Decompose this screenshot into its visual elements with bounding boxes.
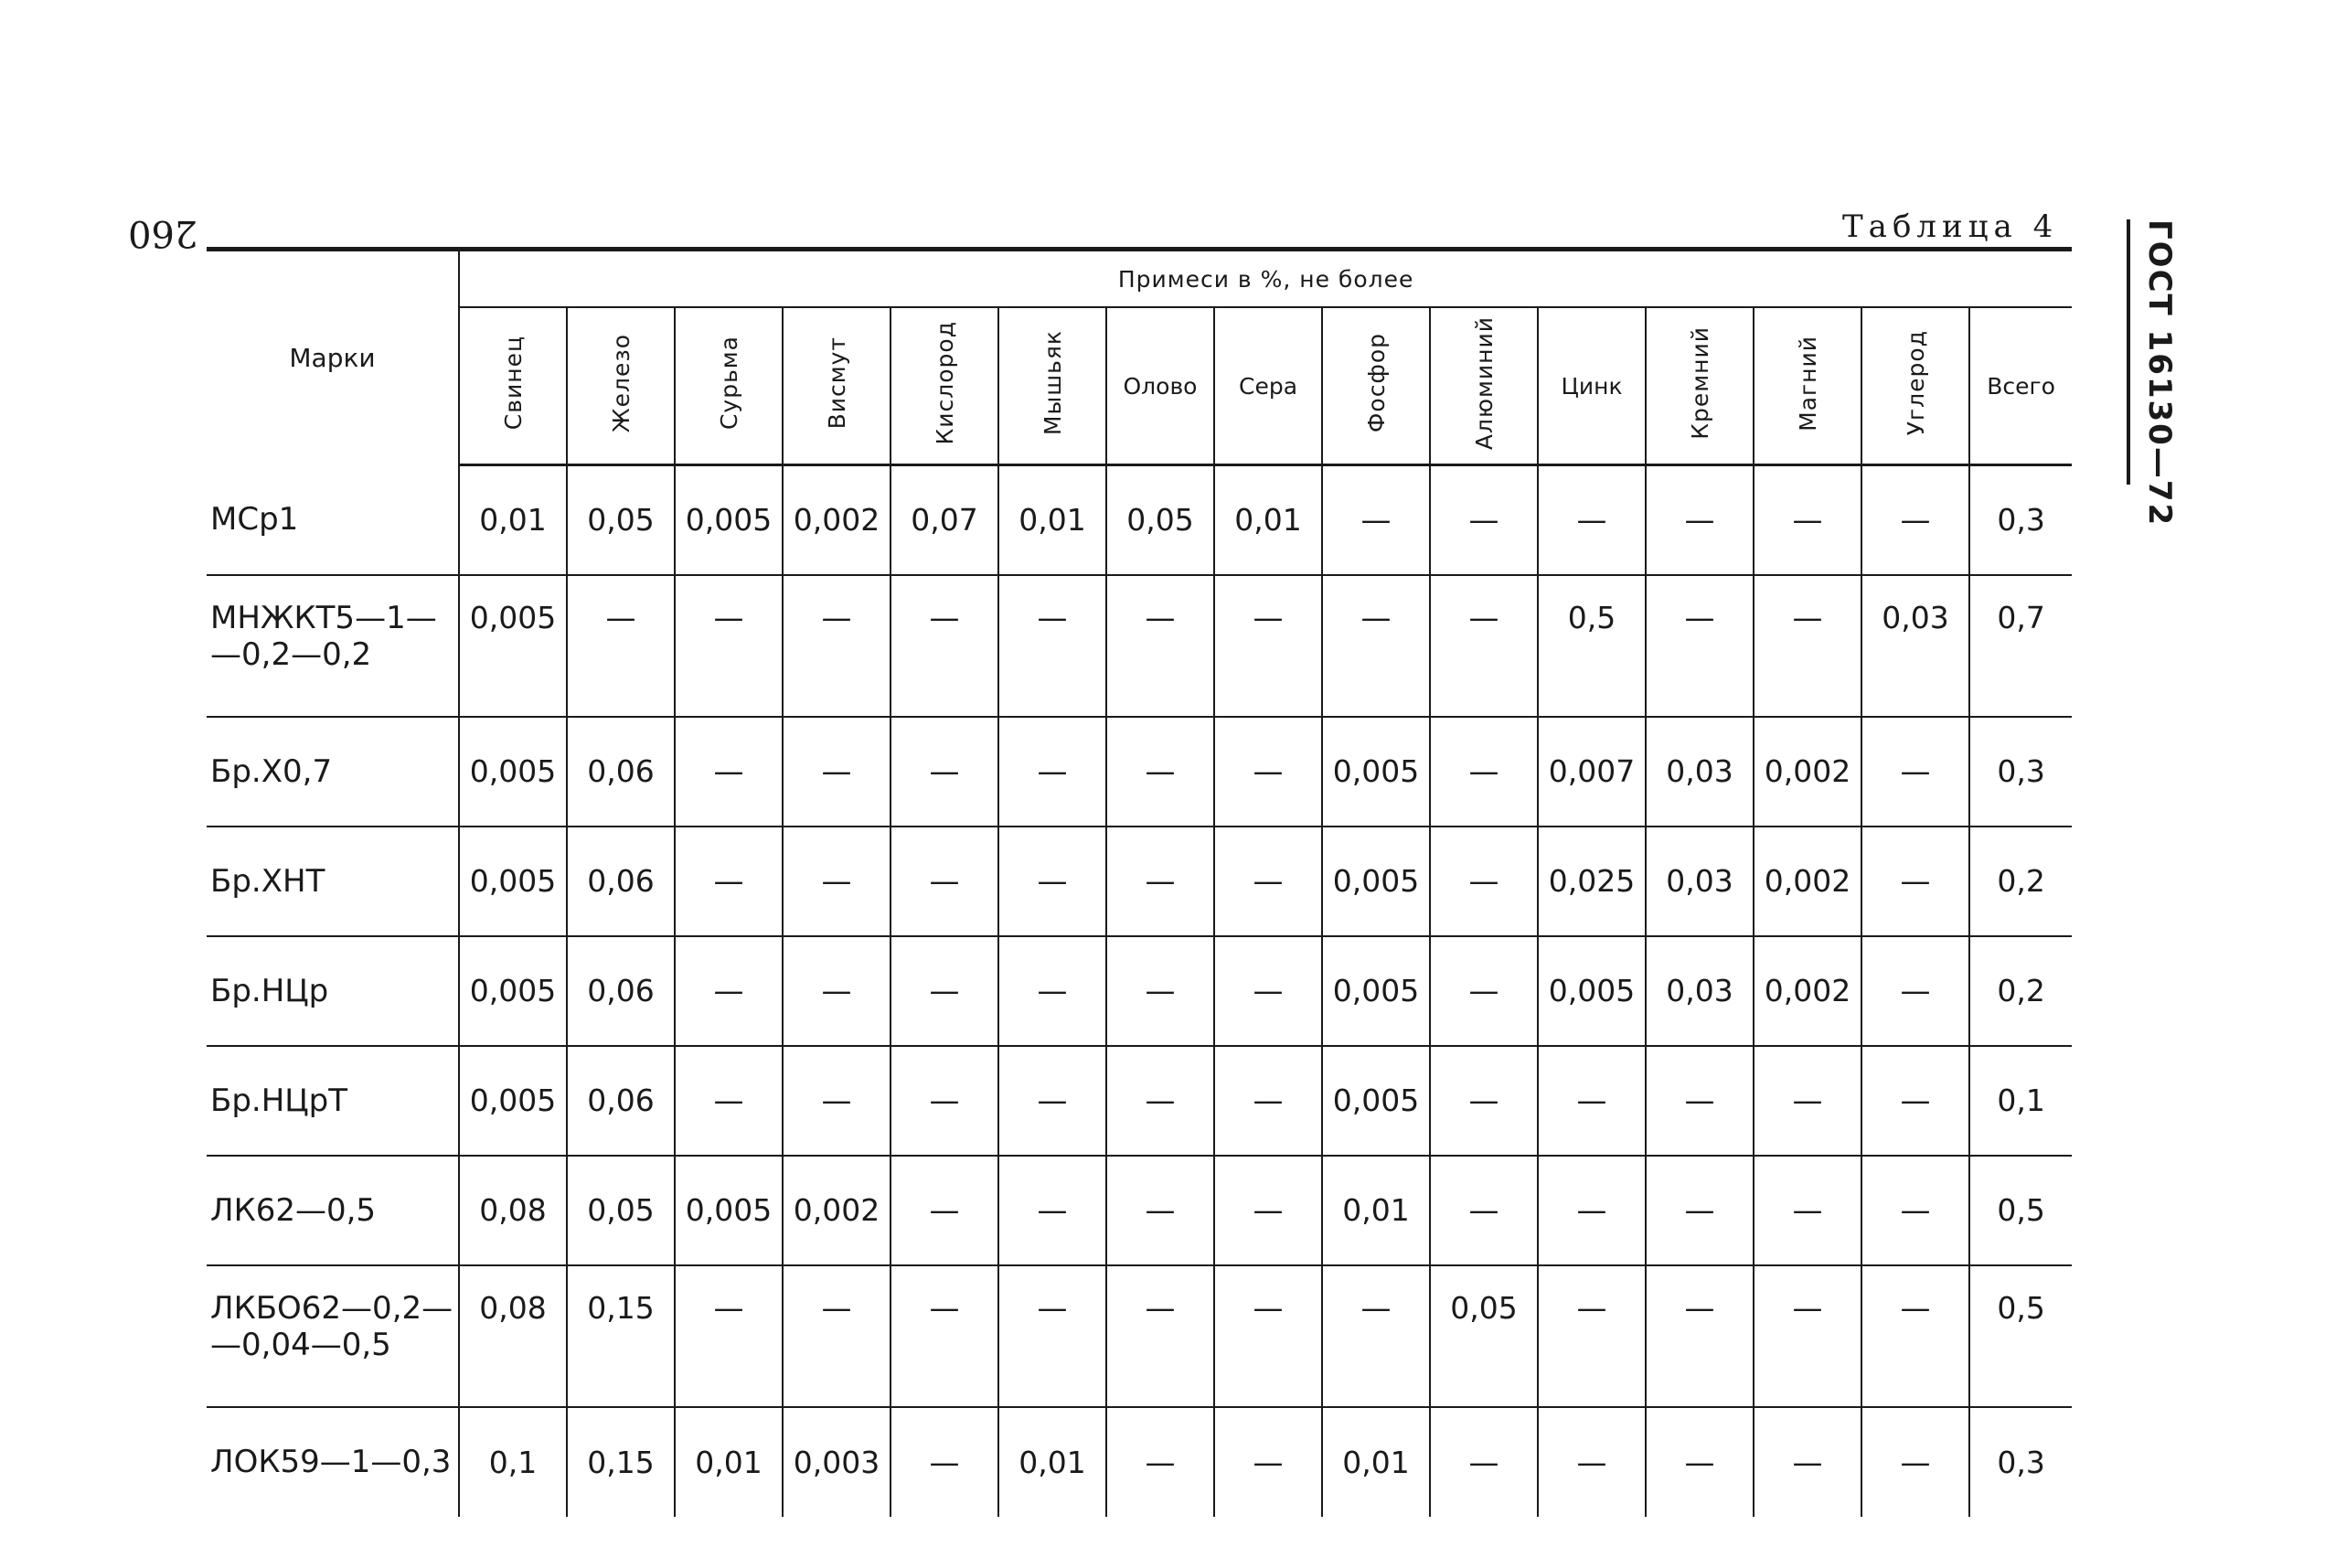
value-cell: 0,002 bbox=[1754, 717, 1861, 827]
value-cell: — bbox=[1106, 717, 1214, 827]
value-cell: — bbox=[1106, 1046, 1214, 1156]
column-header bbox=[1538, 307, 1646, 465]
value-cell: 0,5 bbox=[1969, 1265, 2072, 1407]
value-cell: — bbox=[1646, 465, 1754, 575]
value-cell: — bbox=[1754, 1046, 1861, 1156]
value-cell: — bbox=[1430, 827, 1538, 936]
mark-cell: Бр.ХНТ bbox=[207, 827, 459, 936]
column-header-label: Кремний bbox=[1686, 326, 1713, 440]
column-header-label: Висмут bbox=[823, 336, 850, 430]
value-cell: — bbox=[1322, 575, 1430, 717]
column-header-row bbox=[207, 307, 2072, 465]
value-cell: 0,005 bbox=[459, 827, 567, 936]
value-cell: 0,01 bbox=[459, 465, 567, 575]
value-cell: 0,005 bbox=[459, 575, 567, 717]
value-cell: — bbox=[1430, 936, 1538, 1046]
value-cell: — bbox=[1214, 936, 1322, 1046]
value-cell: 0,05 bbox=[1106, 465, 1214, 575]
value-cell: 0,06 bbox=[567, 717, 675, 827]
value-cell: 0,005 bbox=[1538, 936, 1646, 1046]
value-cell: 0,007 bbox=[1538, 717, 1646, 827]
value-cell: — bbox=[1754, 1265, 1861, 1407]
group-header-label: Примеси в %, не более bbox=[1117, 265, 1414, 293]
value-cell: 0,005 bbox=[1322, 936, 1430, 1046]
column-header bbox=[1969, 307, 2072, 465]
value-cell: — bbox=[783, 1265, 891, 1407]
value-cell: — bbox=[1861, 717, 1969, 827]
value-cell: — bbox=[675, 717, 783, 827]
value-cell: — bbox=[675, 936, 783, 1046]
value-cell: — bbox=[1430, 1407, 1538, 1517]
column-header bbox=[459, 307, 567, 465]
value-cell: — bbox=[1214, 575, 1322, 717]
value-cell: — bbox=[1322, 1265, 1430, 1407]
value-cell: — bbox=[1214, 1407, 1322, 1517]
value-cell: — bbox=[1430, 575, 1538, 717]
value-cell: 0,01 bbox=[1214, 465, 1322, 575]
marks-header-label: Марки bbox=[289, 343, 376, 374]
value-cell: 0,15 bbox=[567, 1265, 675, 1407]
value-cell: 0,5 bbox=[1538, 575, 1646, 717]
mark-cell: МСр1 bbox=[207, 465, 459, 575]
impurities-group-header bbox=[459, 250, 2072, 308]
value-cell: — bbox=[998, 1265, 1106, 1407]
value-cell: — bbox=[891, 827, 998, 936]
value-cell: — bbox=[1538, 1407, 1646, 1517]
value-cell: — bbox=[1538, 1046, 1646, 1156]
value-cell: — bbox=[1106, 1265, 1214, 1407]
value-cell: 0,06 bbox=[567, 936, 675, 1046]
value-cell: 0,002 bbox=[783, 1156, 891, 1265]
value-cell: — bbox=[1861, 465, 1969, 575]
table-row bbox=[207, 1265, 2072, 1407]
value-cell: 0,2 bbox=[1969, 827, 2072, 936]
column-header bbox=[1322, 307, 1430, 465]
value-cell: — bbox=[783, 575, 891, 717]
column-header-label: Свинец bbox=[499, 336, 527, 431]
table-row bbox=[207, 575, 2072, 717]
value-cell: 0,03 bbox=[1646, 936, 1754, 1046]
column-header bbox=[1754, 307, 1861, 465]
value-cell: 0,005 bbox=[459, 717, 567, 827]
value-cell: — bbox=[1754, 465, 1861, 575]
value-cell: 0,002 bbox=[783, 465, 891, 575]
column-header bbox=[783, 307, 891, 465]
value-cell: 0,005 bbox=[1322, 827, 1430, 936]
value-cell: — bbox=[783, 717, 891, 827]
column-header-label: Магний bbox=[1794, 335, 1821, 432]
column-header-label: Мышьяк bbox=[1039, 330, 1066, 436]
value-cell: — bbox=[783, 827, 891, 936]
value-cell: — bbox=[1430, 465, 1538, 575]
value-cell: — bbox=[1214, 717, 1322, 827]
value-cell: — bbox=[998, 1046, 1106, 1156]
value-cell: — bbox=[1214, 1156, 1322, 1265]
value-cell: 0,005 bbox=[1322, 717, 1430, 827]
mark-cell: Бр.НЦрТ bbox=[207, 1046, 459, 1156]
value-cell: — bbox=[1861, 1407, 1969, 1517]
table-row bbox=[207, 1156, 2072, 1265]
value-cell: 0,07 bbox=[891, 465, 998, 575]
column-header-label: Цинк bbox=[1561, 372, 1623, 400]
value-cell: 0,06 bbox=[567, 1046, 675, 1156]
value-cell: 0,2 bbox=[1969, 936, 2072, 1046]
value-cell: — bbox=[891, 1407, 998, 1517]
value-cell: — bbox=[783, 936, 891, 1046]
value-cell: — bbox=[675, 1265, 783, 1407]
value-cell: — bbox=[891, 1265, 998, 1407]
column-header-label: Кислород bbox=[931, 321, 958, 445]
table-row bbox=[207, 1407, 2072, 1517]
value-cell: 0,01 bbox=[675, 1407, 783, 1517]
table-body bbox=[207, 465, 2072, 1517]
column-header-label: Сурьма bbox=[715, 336, 742, 431]
value-cell: 0,05 bbox=[567, 1156, 675, 1265]
value-cell: 0,5 bbox=[1969, 1156, 2072, 1265]
value-cell: — bbox=[1538, 1156, 1646, 1265]
value-cell: — bbox=[891, 717, 998, 827]
page-number: 260 bbox=[128, 212, 198, 254]
column-header bbox=[1106, 307, 1214, 465]
mark-cell: ЛКБО62—0,2— —0,04—0,5 bbox=[207, 1265, 459, 1407]
gost-side-label bbox=[2127, 219, 2185, 528]
value-cell: 0,06 bbox=[567, 827, 675, 936]
value-cell: — bbox=[675, 827, 783, 936]
value-cell: — bbox=[891, 1046, 998, 1156]
value-cell: 0,01 bbox=[1322, 1156, 1430, 1265]
value-cell: — bbox=[1106, 575, 1214, 717]
mark-cell: ЛОК59—1—0,3 bbox=[207, 1407, 459, 1517]
value-cell: 0,08 bbox=[459, 1265, 567, 1407]
value-cell: 0,002 bbox=[1754, 827, 1861, 936]
value-cell: — bbox=[1646, 1265, 1754, 1407]
value-cell: 0,025 bbox=[1538, 827, 1646, 936]
value-cell: — bbox=[1106, 1407, 1214, 1517]
value-cell: — bbox=[1214, 1265, 1322, 1407]
value-cell: 0,01 bbox=[998, 1407, 1106, 1517]
value-cell: — bbox=[1214, 1046, 1322, 1156]
column-header bbox=[998, 307, 1106, 465]
value-cell: — bbox=[1538, 1265, 1646, 1407]
value-cell: — bbox=[1861, 1156, 1969, 1265]
value-cell: — bbox=[1861, 936, 1969, 1046]
column-header-label: Всего bbox=[1987, 372, 2055, 400]
value-cell: 0,01 bbox=[1322, 1407, 1430, 1517]
column-header-label: Сера bbox=[1238, 372, 1298, 400]
value-cell: — bbox=[1754, 575, 1861, 717]
value-cell: 0,03 bbox=[1646, 827, 1754, 936]
value-cell: — bbox=[1430, 1156, 1538, 1265]
table-row bbox=[207, 1046, 2072, 1156]
value-cell: — bbox=[1106, 936, 1214, 1046]
value-cell: 0,05 bbox=[567, 465, 675, 575]
value-cell: 0,005 bbox=[459, 936, 567, 1046]
value-cell: — bbox=[891, 1156, 998, 1265]
value-cell: — bbox=[1430, 717, 1538, 827]
table-row bbox=[207, 465, 2072, 575]
value-cell: — bbox=[1861, 827, 1969, 936]
table-row bbox=[207, 936, 2072, 1046]
value-cell: 0,3 bbox=[1969, 1407, 2072, 1517]
value-cell: 0,1 bbox=[1969, 1046, 2072, 1156]
column-header bbox=[675, 307, 783, 465]
impurities-table bbox=[207, 247, 2072, 1517]
value-cell: — bbox=[998, 1156, 1106, 1265]
mark-cell: Бр.НЦр bbox=[207, 936, 459, 1046]
mark-cell: Бр.Х0,7 bbox=[207, 717, 459, 827]
value-cell: — bbox=[1646, 1046, 1754, 1156]
column-header-label: Углерод bbox=[1902, 330, 1929, 436]
value-cell: — bbox=[567, 575, 675, 717]
value-cell: 0,08 bbox=[459, 1156, 567, 1265]
column-header bbox=[1214, 307, 1322, 465]
value-cell: — bbox=[998, 936, 1106, 1046]
value-cell: — bbox=[1646, 1156, 1754, 1265]
value-cell: 0,005 bbox=[675, 1156, 783, 1265]
value-cell: — bbox=[1214, 827, 1322, 936]
column-header bbox=[891, 307, 998, 465]
value-cell: 0,1 bbox=[459, 1407, 567, 1517]
value-cell: 0,002 bbox=[1754, 936, 1861, 1046]
value-cell: 0,005 bbox=[1322, 1046, 1430, 1156]
value-cell: — bbox=[675, 575, 783, 717]
column-header bbox=[1861, 307, 1969, 465]
gost-side-label-text: ГОСТ 16130—72 bbox=[2141, 219, 2178, 528]
value-cell: — bbox=[1322, 465, 1430, 575]
value-cell: — bbox=[1646, 575, 1754, 717]
value-cell: — bbox=[783, 1046, 891, 1156]
marks-column-header bbox=[207, 250, 459, 465]
mark-cell: ЛК62—0,5 bbox=[207, 1156, 459, 1265]
value-cell: 0,005 bbox=[675, 465, 783, 575]
value-cell: 0,3 bbox=[1969, 717, 2072, 827]
column-header bbox=[1430, 307, 1538, 465]
value-cell: 0,03 bbox=[1646, 717, 1754, 827]
column-header-label: Железо bbox=[607, 333, 635, 433]
value-cell: — bbox=[1106, 1156, 1214, 1265]
value-cell: — bbox=[1106, 827, 1214, 936]
column-header bbox=[567, 307, 675, 465]
value-cell: — bbox=[998, 575, 1106, 717]
mark-cell: МНЖКТ5—1— —0,2—0,2 bbox=[207, 575, 459, 717]
value-cell: — bbox=[1754, 1407, 1861, 1517]
value-cell: — bbox=[998, 717, 1106, 827]
table-caption: Таблица 4 bbox=[1842, 208, 2059, 245]
value-cell: 0,005 bbox=[459, 1046, 567, 1156]
value-cell: — bbox=[675, 1046, 783, 1156]
value-cell: 0,7 bbox=[1969, 575, 2072, 717]
value-cell: — bbox=[998, 827, 1106, 936]
value-cell: — bbox=[891, 936, 998, 1046]
value-cell: 0,03 bbox=[1861, 575, 1969, 717]
value-cell: 0,05 bbox=[1430, 1265, 1538, 1407]
value-cell: — bbox=[1861, 1265, 1969, 1407]
value-cell: — bbox=[891, 575, 998, 717]
value-cell: — bbox=[1430, 1046, 1538, 1156]
column-header-label: Олово bbox=[1123, 372, 1198, 400]
column-header-label: Алюминий bbox=[1470, 315, 1498, 451]
value-cell: — bbox=[1538, 465, 1646, 575]
value-cell: 0,003 bbox=[783, 1407, 891, 1517]
value-cell: 0,01 bbox=[998, 465, 1106, 575]
column-header bbox=[1646, 307, 1754, 465]
table-row bbox=[207, 827, 2072, 936]
value-cell: — bbox=[1646, 1407, 1754, 1517]
value-cell: — bbox=[1861, 1046, 1969, 1156]
value-cell: 0,3 bbox=[1969, 465, 2072, 575]
table-row bbox=[207, 717, 2072, 827]
value-cell: 0,15 bbox=[567, 1407, 675, 1517]
column-header-label: Фосфор bbox=[1362, 333, 1390, 433]
value-cell: — bbox=[1754, 1156, 1861, 1265]
